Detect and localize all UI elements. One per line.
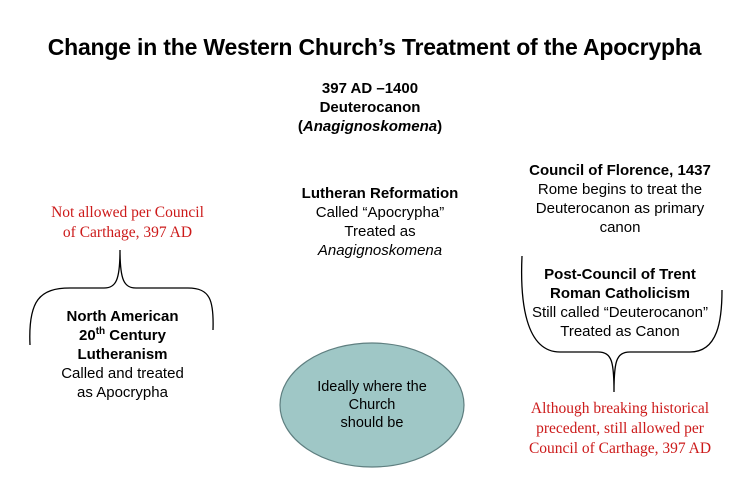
na-line5: as Apocrypha bbox=[77, 384, 168, 401]
lr-line1: Lutheran Reformation bbox=[301, 185, 459, 202]
right-carthage-note: Although breaking historical precedent, still allowed per Council of Carthage, 397 AD bbox=[528, 400, 712, 457]
na-line2: 20th Century bbox=[79, 326, 166, 344]
cf-line3: Deuterocanon as primary bbox=[535, 200, 705, 217]
na-line4: Called and treated bbox=[61, 365, 184, 382]
na-line3: Lutheranism bbox=[77, 346, 168, 363]
era-term: Deuterocanon bbox=[319, 99, 421, 116]
pt-line1: Post-Council of Trent bbox=[544, 266, 696, 283]
pt-line4: Treated as Canon bbox=[560, 323, 680, 340]
na-line1: North American bbox=[66, 308, 179, 325]
right-brace bbox=[522, 256, 722, 392]
cf-line2: Rome begins to treat the bbox=[537, 181, 703, 198]
page-title: Change in the Western Church’s Treatment of the Apocrypha bbox=[47, 34, 702, 60]
era-term-greek: (Anagignoskomena) bbox=[297, 118, 443, 135]
era-dates: 397 AD –1400 bbox=[321, 80, 419, 97]
ideal-church-label: Ideally where the Church should be bbox=[317, 379, 427, 431]
cf-line1: Council of Florence, 1437 bbox=[529, 162, 711, 179]
lr-line2: Called “Apocrypha” bbox=[315, 204, 445, 221]
left-brace bbox=[30, 250, 213, 345]
pt-line3: Still called “Deuterocanon” bbox=[532, 304, 708, 321]
left-carthage-note: Not allowed per Council of Carthage, 397 AD bbox=[51, 204, 204, 241]
pt-line2: Roman Catholicism bbox=[549, 285, 691, 302]
cf-line4: canon bbox=[599, 219, 641, 236]
lr-line3: Treated as bbox=[344, 223, 416, 240]
lr-line4: Anagignoskomena bbox=[317, 242, 443, 259]
